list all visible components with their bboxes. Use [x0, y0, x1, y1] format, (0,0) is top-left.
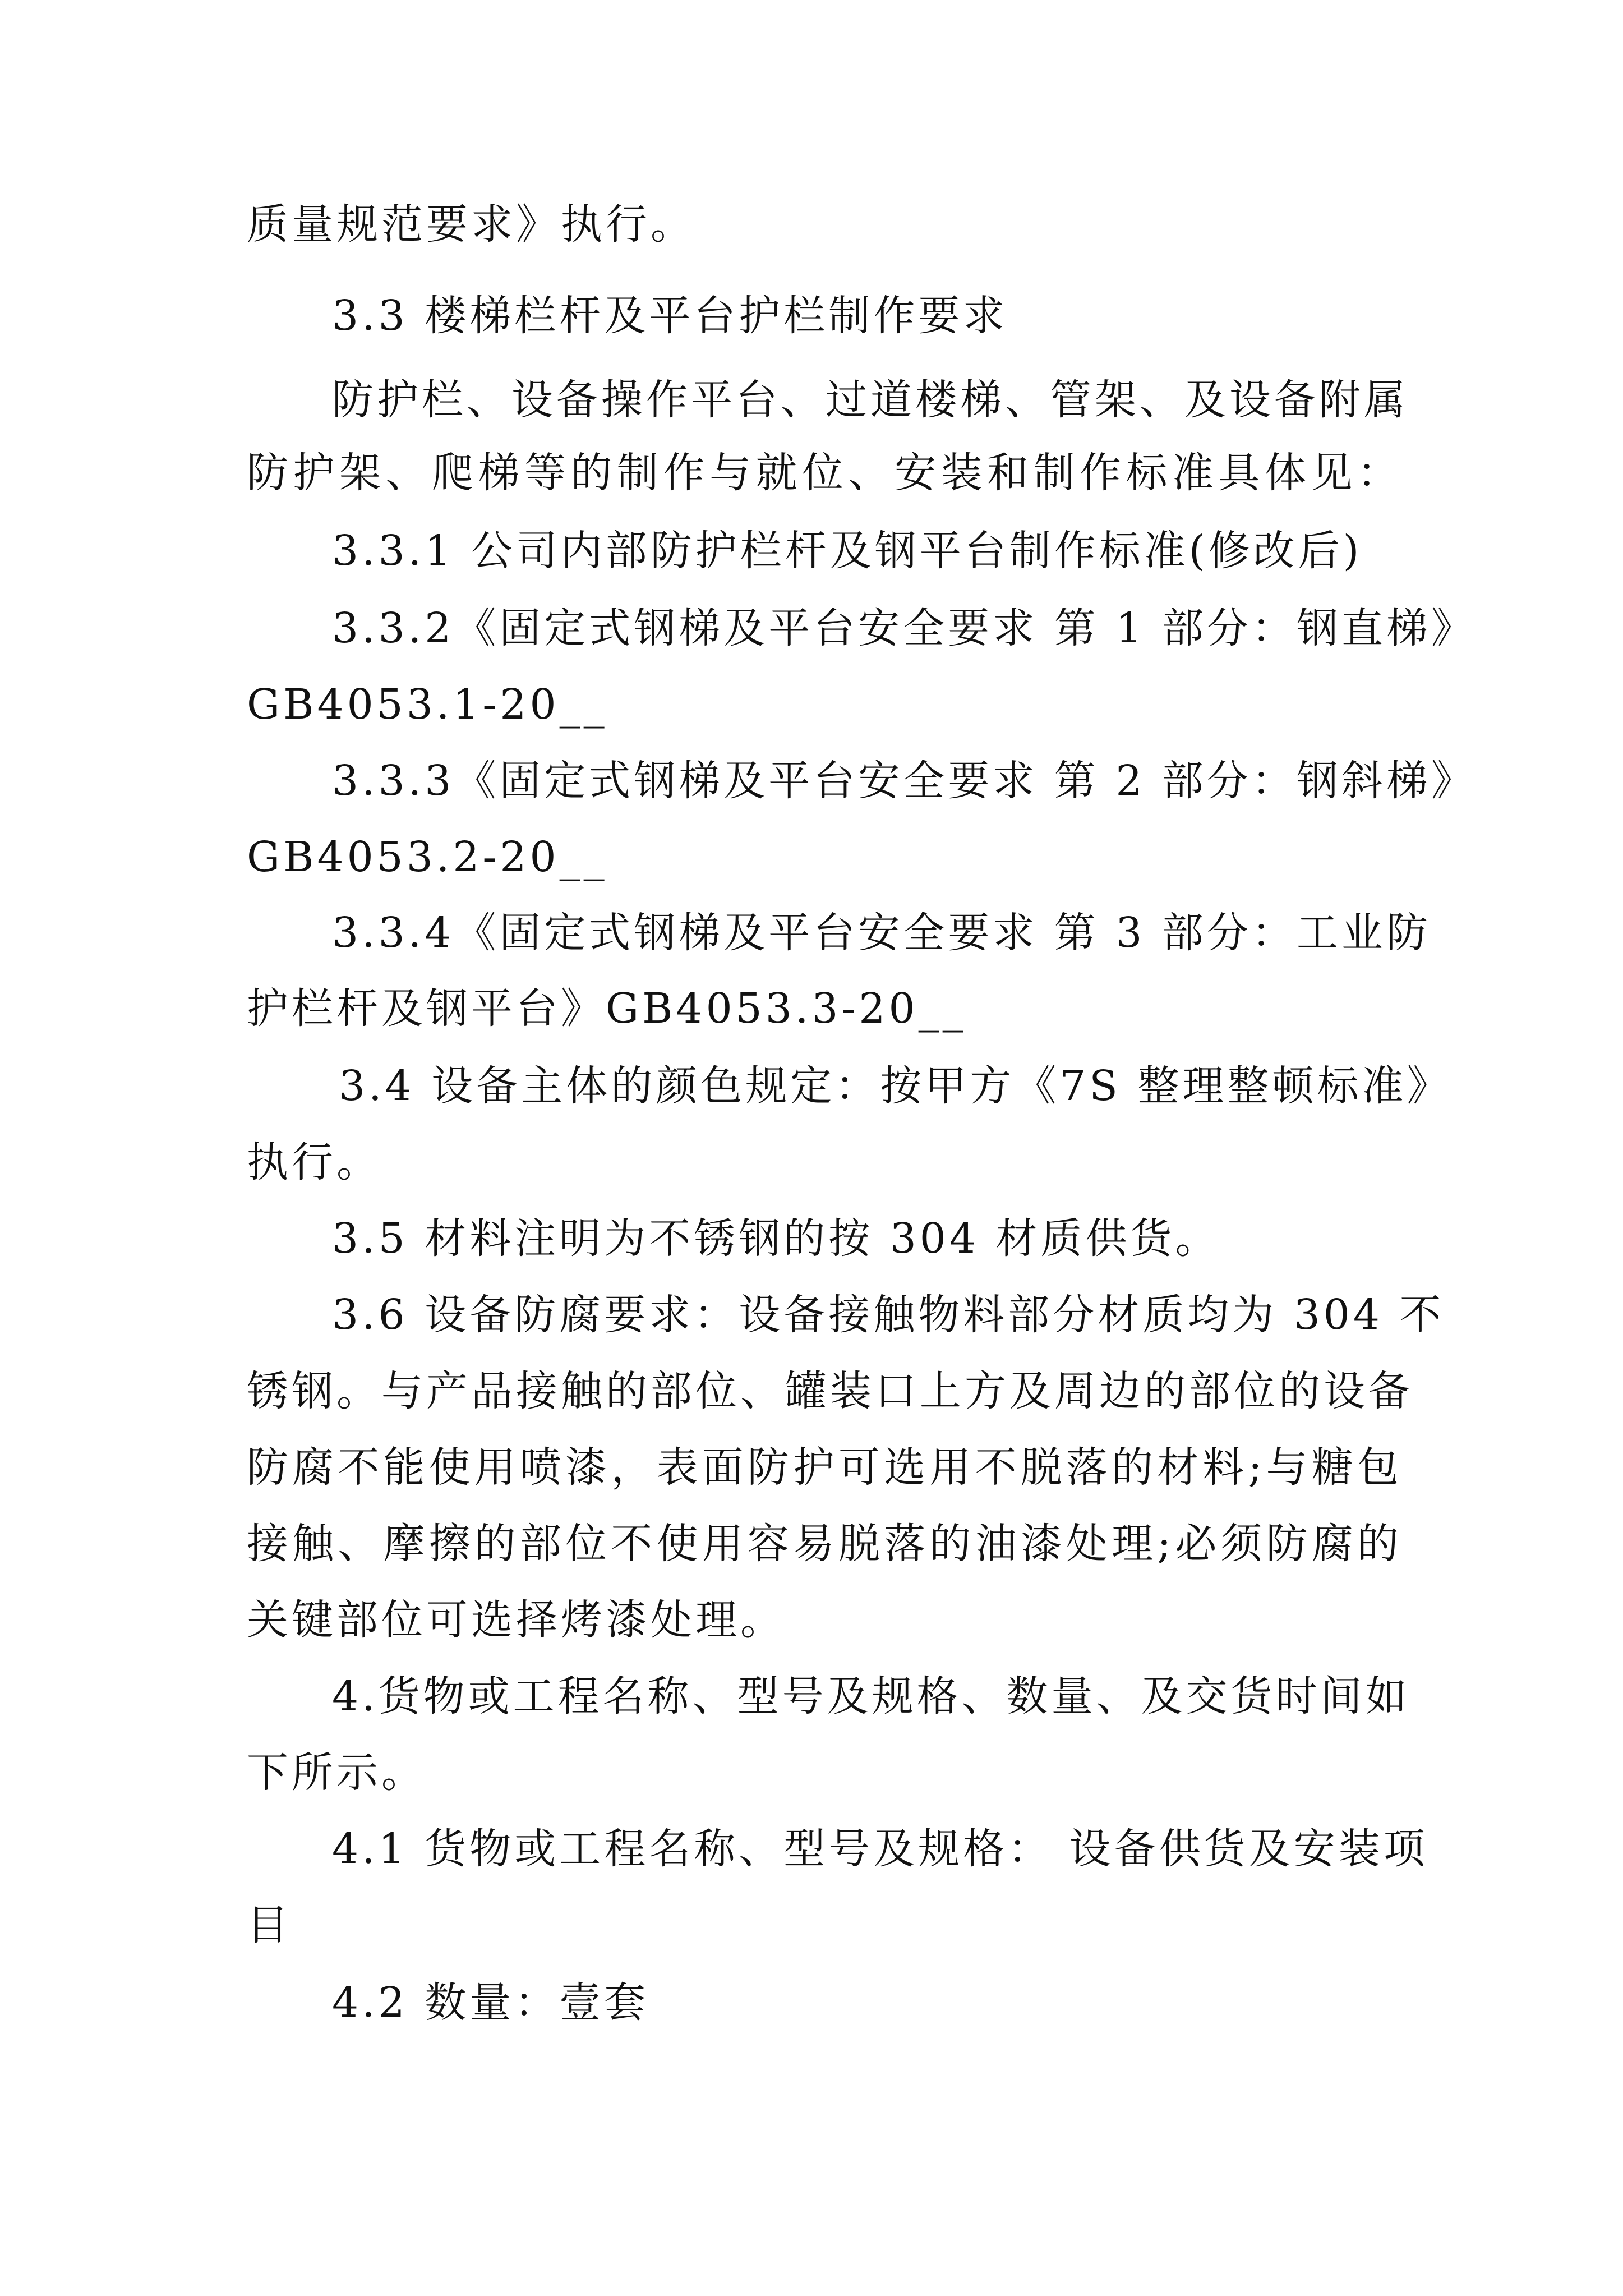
text-line: 关键部位可选择烤漆处理。: [247, 1596, 785, 1644]
section-item: 4.货物或工程名称、型号及规格、数量、及交货时间如: [332, 1672, 1410, 1720]
standard-code: GB4053.2-20__: [247, 833, 608, 881]
list-item: 3.3.2《固定式钢梯及平台安全要求 第 1 部分：钢直梯》: [332, 604, 1476, 652]
text-line: 接触、摩擦的部位不使用容易脱落的油漆处理;必须防腐的: [247, 1520, 1402, 1568]
text-line: 防护架、爬梯等的制作与就位、安装和制作标准具体见：: [247, 449, 1402, 497]
section-item: 4.1 货物或工程名称、型号及规格： 设备供货及安装项: [332, 1825, 1428, 1873]
list-item: 3.3.1 公司内部防护栏杆及钢平台制作标准(修改后): [332, 527, 1363, 575]
text-line: 锈钢。与产品接触的部位、罐装口上方及周边的部位的设备: [247, 1367, 1413, 1415]
text-line: 下所示。: [247, 1749, 426, 1797]
text-line: 目: [247, 1901, 292, 1949]
list-item: 3.3.3《固定式钢梯及平台安全要求 第 2 部分：钢斜梯》: [332, 757, 1476, 805]
list-item: 3.3.4《固定式钢梯及平台安全要求 第 3 部分：工业防: [332, 909, 1431, 957]
section-heading: 3.3 楼梯栏杆及平台护栏制作要求: [332, 292, 1008, 340]
section-item: 3.5 材料注明为不锈钢的按 304 材质供货。: [332, 1214, 1220, 1263]
text-line: 防腐不能使用喷漆，表面防护可选用不脱落的材料;与糖包: [247, 1443, 1402, 1492]
text-line: 质量规范要求》执行。: [247, 200, 695, 249]
section-item: 3.6 设备防腐要求：设备接触物料部分材质均为 304 不: [332, 1291, 1445, 1339]
text-line: 执行。: [247, 1138, 381, 1186]
section-item: 3.4 设备主体的颜色规定：按甲方《7S 整理整顿标准》: [339, 1062, 1452, 1110]
section-item: 4.2 数量：壹套: [332, 1978, 649, 2027]
text-line: 防护栏、设备操作平台、过道楼梯、管架、及设备附属: [332, 376, 1409, 424]
text-line: 护栏杆及钢平台》GB4053.3-20__: [247, 984, 967, 1033]
standard-code: GB4053.1-20__: [247, 680, 608, 729]
